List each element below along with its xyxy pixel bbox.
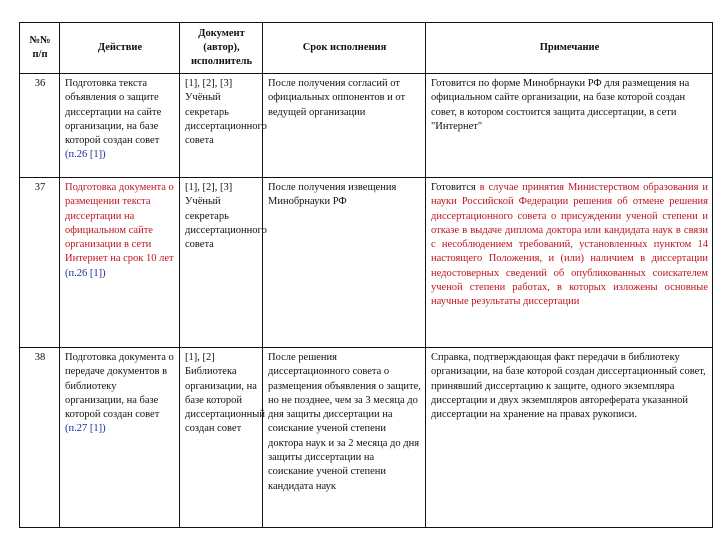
header-action: Действие [60,23,180,74]
row-number: 36 [20,74,60,178]
action-reference: (п.26 [1]) [65,267,106,279]
table-row [20,74,713,178]
table-header-row [20,23,713,74]
action-cell [60,74,180,178]
note-cell [426,178,713,348]
table-row [20,178,713,348]
note-cell [426,348,713,528]
action-cell [60,178,180,348]
note-cell [426,74,713,178]
header-deadline: Срок исполнения [263,23,426,74]
document-cell [180,74,267,178]
row-number: 38 [20,348,60,528]
document-text: Учёный секретарь диссертационного совета [185,92,267,147]
document-refs: [1], [2] [185,352,215,363]
document-cell [180,178,267,348]
deadline-cell: После решения диссертационного совета о размещения объявления о защите, но не позднее, чем за 3 месяца до дня защиты диссертации на соискание ученой степени доктора наук и за 2 месяца до дня защиты диссертации на соискание ученой степени кандидата наук [263,348,426,528]
note-text: в случае принятия Министерством образования и науки Российской Федерации решения об отмене решения диссертационного совета о присуждении ученой степени и отказе в выдаче диплома доктора или кандидата наук в связи с несоблюдением требований, установленных пунктом 14 настоящего Положения, и (или) наличием в диссертации недостоверных сведений об опубликованных соискателем ученой степени работах, в которых изложены основные научные результаты диссертации [431,182,709,308]
deadline-cell: После получения извещения Минобрнауки РФ [263,178,426,348]
header-note: Примечание [426,23,713,74]
note-text: Справка, подтверждающая факт передачи в библиотеку организации, на базе которой создан диссертационный совет, принявший диссертацию к защите, одного экземпляра диссертации и двух экземпляров автореферата указанной диссертации на хранение на правах рукописи. [431,352,706,421]
document-text: Библиотека организации, на базе которой диссертационный создан совет [185,366,265,435]
row-number: 37 [20,178,60,348]
header-document: Документ (автор), исполнитель [180,23,263,74]
procedure-table [19,22,713,528]
action-reference: (п.27 [1]) [65,423,106,435]
note-prefix: Готовится [431,182,476,193]
note-text: Готовится по форме Минобрнауки РФ для размещения на официальном сайте организации, на базе которой создан совет, в котором состоится защита диссертации, в сети "Интернет" [431,78,690,132]
document-refs: [1], [2], [3] [185,78,233,89]
action-text: Подготовка текста объявления о защите диссертации на сайте организации, на базе которой создан совет [65,78,162,147]
action-cell [60,348,180,528]
action-reference: (п.26 [1]) [65,149,106,161]
document-cell [180,348,263,528]
action-text: Подготовка документа о размещении текста диссертации на официальном сайте организации в сети Интернет на срок 10 лет [65,182,174,265]
table-row [20,348,713,528]
document-refs: [1], [2], [3] [185,182,233,193]
document-text: Учёный секретарь диссертационного совета [185,196,267,251]
action-text: Подготовка документа о передаче документов в библиотеку организации, на базе которой создан совет [65,352,174,421]
header-number: №№ п/п [20,23,60,74]
deadline-cell: После получения согласий от официальных оппонентов и от ведущей организации [263,74,426,178]
